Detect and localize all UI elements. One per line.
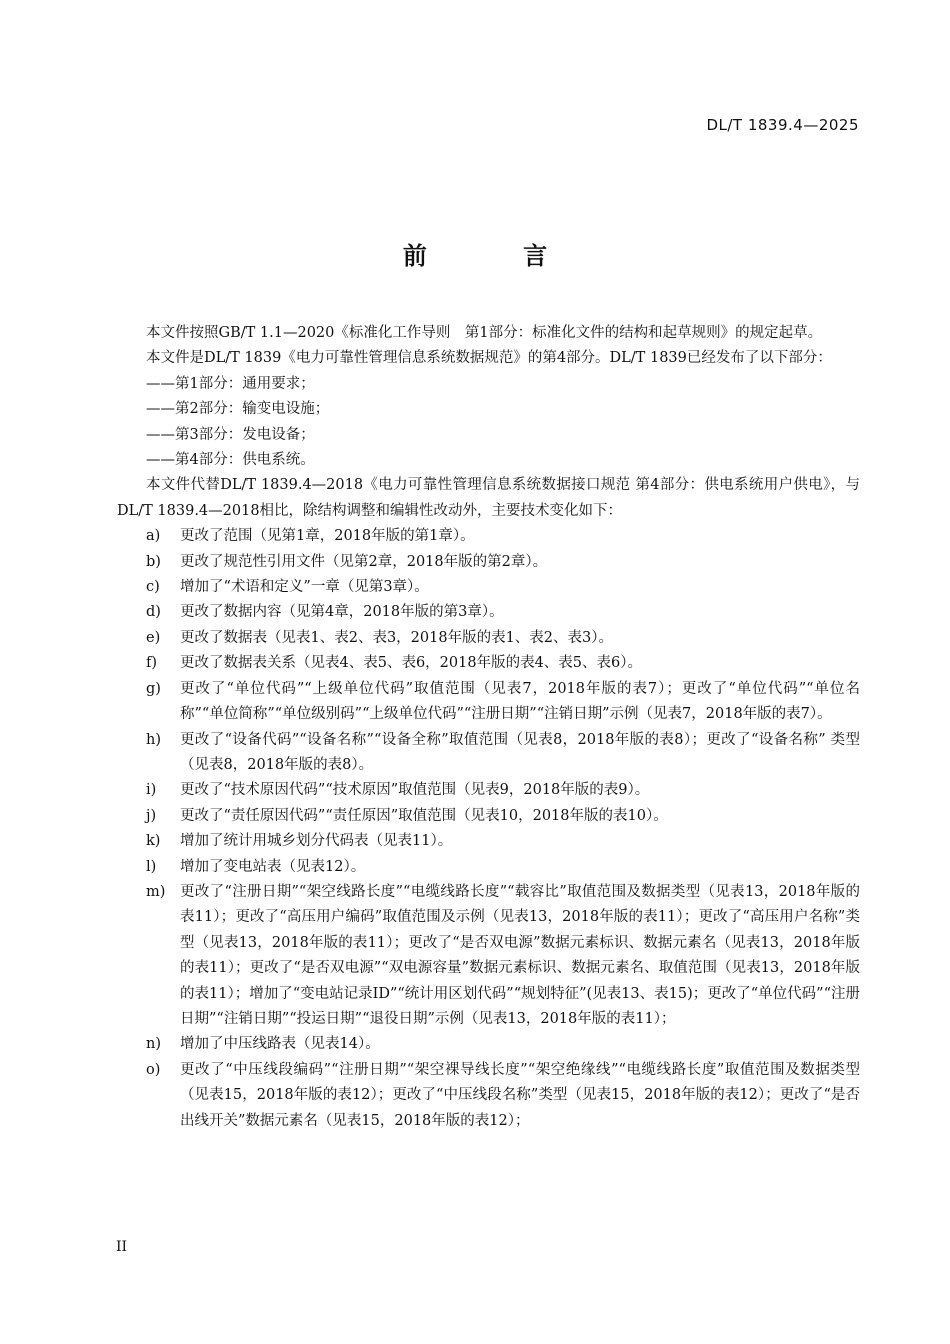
change-label: e) [146, 629, 161, 646]
change-text: 增加了统计用城乡划分代码表（见表11）。 [180, 833, 453, 850]
change-label: d) [146, 604, 161, 621]
change-item [117, 829, 860, 854]
change-label: n) [146, 1036, 161, 1053]
change-text: 更改了“中压线段编码”“注册日期”“架空裸导线长度”“架空绝缘线”“电缆线路长度”取值范围及数据类型（见表15，2018年版的表12）；更改了“中压线段名称”类型（见表15，2018年版的表12）；更改了“是否出线开关”数据元素名（见表15，2018年版的表12）； [180, 1061, 860, 1129]
change-label: b) [146, 553, 161, 570]
part-item: ——第3部分：发电设备； [146, 426, 315, 443]
change-label: m) [146, 883, 166, 900]
change-text: 更改了“注册日期”“架空线路长度”“电缆线路长度”“载容比”取值范围及数据类型（见表13，2018年版的表11）；更改了“高压用户编码”取值范围及示例（见表13，2018年版的表11）；更改了“高压用户名称”类型（见表13，2018年版的表11）；更改了“是否双电源”数据元素标识、数据元素名（见表13，2018年版的表11）；更改了“是否双电源”“双电源容量”数据元素标识、数据元素名、取值范围（见表13，2018年版的表11）；增加了“变电站记录ID”“统计用区划代码”“规划特征”(见表13、表15)；更改了“单位代码”“注册日期”“注销日期”“投运日期”“退役日期”示例（见表13，2018年版的表11）； [180, 883, 860, 1027]
change-label: g) [146, 680, 161, 697]
change-text: 更改了规范性引用文件（见第2章，2018年版的第2章）。 [180, 553, 548, 570]
change-text: 更改了“技术原因代码”“技术原因”取值范围（见表9，2018年版的表9）。 [180, 782, 650, 799]
change-item [117, 677, 860, 728]
change-item [117, 600, 860, 625]
change-text: 更改了“单位代码”“上级单位代码”取值范围（见表7，2018年版的表7）；更改了“单位代码”“单位名称”“单位简称”“单位级别码”“上级单位代码”“注册日期”“注销日期”示例（见表7，2018年版的表7）。 [180, 680, 860, 723]
change-label: c) [146, 579, 160, 596]
change-label: j) [146, 807, 157, 824]
change-item [117, 778, 860, 803]
paragraph-parts-intro: 本文件是DL/T 1839《电力可靠性管理信息系统数据规范》的第4部分。DL/T 1839已经发布了以下部分： [146, 350, 832, 367]
part-item: ——第1部分：通用要求； [146, 375, 315, 392]
change-text: 更改了数据内容（见第4章，2018年版的第3章）。 [180, 604, 504, 621]
document-body [117, 321, 860, 1134]
paragraph-replacement: 本文件代替DL/T 1839.4—2018《电力可靠性管理信息系统数据接口规范 第4部分：供电系统用户供电》，与DL/T 1839.4—2018相比，除结构调整和编辑性改动外，主要技术变化如下： [117, 477, 860, 519]
change-item [117, 550, 860, 575]
change-item [117, 804, 860, 829]
change-item [117, 728, 860, 779]
change-item [117, 855, 860, 880]
change-item [117, 1032, 860, 1057]
change-item [117, 1058, 860, 1134]
change-label: i) [146, 782, 157, 799]
change-label: h) [146, 731, 161, 748]
change-label: l) [146, 858, 157, 875]
document-code: DL/T 1839.4—2025 [706, 116, 859, 134]
change-item [117, 651, 860, 676]
change-text: 增加了“术语和定义”一章（见第3章）。 [180, 579, 429, 596]
change-text: 更改了“责任原因代码”“责任原因”取值范围（见表10，2018年版的表10）。 [180, 807, 668, 824]
change-item [117, 626, 860, 651]
part-item: ——第2部分：输变电设施； [146, 401, 330, 418]
change-text: 更改了“设备代码”“设备名称”“设备全称”取值范围（见表8，2018年版的表8）；更改了“设备名称” 类型（见表8，2018年版的表8）。 [180, 731, 860, 773]
change-text: 更改了数据表关系（见表4、表5、表6，2018年版的表4、表5、表6）。 [180, 655, 643, 672]
change-text: 更改了范围（见第1章，2018年版的第1章）。 [180, 528, 475, 545]
change-item [117, 880, 860, 1032]
page-title: 前 言 [402, 242, 592, 270]
change-text: 增加了中压线路表（见表14）。 [180, 1036, 380, 1053]
change-label: o) [146, 1061, 161, 1078]
change-label: f) [146, 655, 158, 672]
page-number: II [116, 1239, 128, 1255]
change-label: k) [146, 833, 161, 850]
change-text: 更改了数据表（见表1、表2、表3，2018年版的表1、表2、表3）。 [180, 629, 614, 646]
change-item [117, 575, 860, 600]
change-text: 增加了变电站表（见表12）。 [180, 858, 366, 875]
paragraph-drafting-rules: 本文件按照GB/T 1.1—2020《标准化工作导则 第1部分：标准化文件的结构和起草规则》的规定起草。 [146, 325, 823, 341]
change-label: a) [146, 528, 161, 545]
part-item: ——第4部分：供电系统。 [146, 452, 315, 469]
change-item [117, 524, 860, 549]
